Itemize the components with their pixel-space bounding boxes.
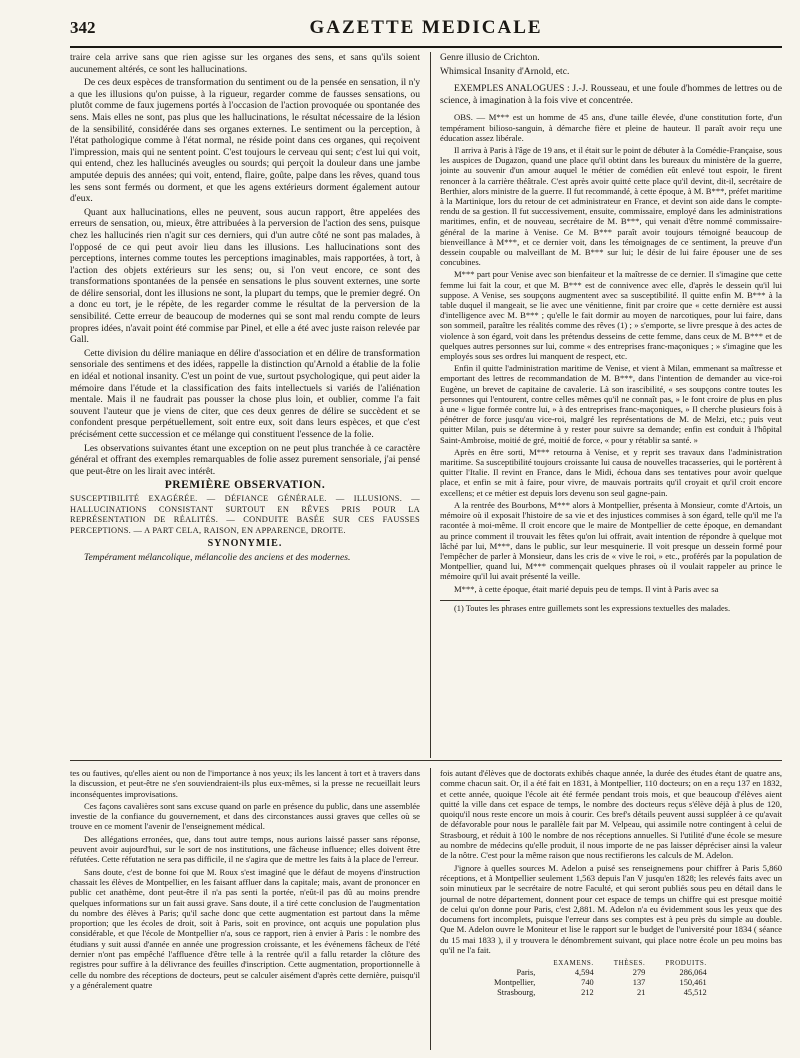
journal-title: GAZETTE MEDICALE — [309, 17, 543, 38]
synonymie-text: Tempérament mélancolique, mélancolie des anciens et des modernes. — [84, 551, 351, 563]
table-header: EXAMENS. — [553, 959, 594, 968]
table-cell: 45,512 — [683, 988, 707, 998]
observation-paragraph: Après en être sorti, M*** retourna à Venise, et y reprit ses travaux dans l'administration maritime. Sa susceptibilité toujours croissante lui causa de nouvelles tracasseries, qui le portèrent à quitter l'Italie. Il revint en France, dans le Midi, échoua dans ses tentatives pour avoir quelque place, et enfin se mit à faire, pour vivre, de mauvais portraits qu'il croyait et qu'il croit encore excellens; et ce métier est depuis lors devenu son seul gagne-pain. — [440, 446, 782, 498]
observation-paragraph: Il arriva à Paris à l'âge de 19 ans, et il était sur le point de débuter à la Comédie-Française, sous les auspices de Dugazon, quand une place qu'il obtint dans les bureaux du ministère de la guerre, jointe au souvenir d'un amour auquel le métier de comédien eût enlevé tout espoir, le firent renoncer à la carrière théâtrale. C'est après avoir quitté cette place qu'il devint, dit-il, secrétaire de Berthier, alors ministre de la guerre. Il fut recommandé, à cette époque, à M. B***, préfet maritime à la Martinique, lors du retour de cet administrateur en France, et devint son aide dans le compte-rendu de sa gestion. Il fut successivement, ensuite, commissaire, employé dans les administrations maritimes, enfin, et de nouveau, secrétaire de M. B***, qui venait d'être nommé commissaire-général de la marine à Venise. Ce M. B*** paraît avoir toujours témoigné beaucoup de bienveillance à M***, et ce dernier voit, dans les témoignages de ce sentiment, la preuve d'un dessein coupable ou malveillant de M. B*** sur lui; le désir de lui faire épouser une de ses concubines. — [440, 144, 782, 268]
column-divider — [430, 52, 431, 758]
upper-left-column — [70, 52, 420, 758]
section-divider — [70, 760, 782, 761]
page-number: 342 — [70, 18, 96, 37]
paragraph: Quant aux hallucinations, elles ne peuvent, sous aucun rapport, être appelées des erreurs de sensation, ou, mieux, être attribuées à la perversion de l'action des sens, puisque chez les hallucinés rien n'agit sur ces derniers, qui d'un autre côté ne sont pas malades, à l'opposé de ce qui peut avoir lieu dans les illusions. Les hallucinations sont des perceptions, internes comme toutes les perceptions imaginables, mais rapportées, à tort, à l'action des objets extérieurs sur les sens; ou, si l'on veut encore, ce sont des transformations spontanées de la pensée en sensations le plus souvent externes, une sorte de délire sensorial, dont les illusions ne sont, la plupart du temps, que le premier degré. On a donc eu tort, je le répète, de les regarder comme le résultat de la perversion de la sensibilité. Cette erreur de beaucoup de modernes qui se sont mal rendu compte de leurs propres idées, n'avait point été commise par Pinel, et elle a été avec juste raison relevée par Gall. — [70, 206, 420, 346]
footnote-rule — [440, 600, 510, 601]
table-header-blank — [484, 958, 543, 968]
observation-paragraph: A la rentrée des Bourbons, M*** alors à Montpellier, présenta à Monsieur, comte d'Artois, un mémoire où il exposait l'histoire de sa vie et des injustices commises à son égard, telle qu'il me l'a racontée à moi-même. Il croit encore que le maire de Montpellier de cette époque, en demandant au prince comment il trouvait les fêtes qu'on lui offrait, avait intention de répondre à quelque mot lâché par lui, M***, dans le public, sur leur mesquinerie. Il voit presque un dessein formé pour l'empêcher de parler à Monsieur, dans les cris de « vive le roi, » etc., proférés par la population de Montpellier, quand lui, M*** commençait quelques phrases où il voulait rappeler au prince le mémoire qu'il lui avait présenté la veille. — [440, 499, 782, 582]
paragraph: tes ou fautives, qu'elles aient ou non de l'importance à nos yeux; ils les lancent à tort et à travers dans la discussion, et peut-être ne s'en souviendraient-ils plus eux-mêmes, si la presse ne recueillait leurs inconséquentes improvisations. — [70, 768, 420, 799]
synonymie-title: SYNONYMIE. — [207, 538, 283, 550]
paragraph: fois autant d'élèves que de doctorats exhibés chaque année, la durée des études étant de quatre ans, comme chacun sait. Or, il a été fait en 1831, à Montpellier, 110 docteurs; on en a reçu 137 en 1832, et cette année, quoique l'école ait été fermée pendant trois mois, et que beaucoup d'élèves aient quitté la ville dans cet espace de temps, le nombre des docteurs reçus s'élève déjà à plus de 120, quoiqu'il nous reste encore un mois à courir. Ces bref's détails peuvent aussi suppléer à ce qu'avait de défavorable pour nous le parallèle fait par M. Velpeau, qui assimile notre contingent à celui de Strasbourg, et réduit à 100 le nombre de nos réceptions annuelles. Si l'utilité d'une école se mesure au nombre de médecins qu'elle produit, il nous importe de ne pas laisser dépréciser ainsi la valeur de la nôtre. C'est pour la même raison que nous rectifierons les calculs de M. Adelon. — [440, 768, 782, 861]
statistics-table — [484, 958, 717, 998]
table-row — [484, 968, 717, 978]
table-header: PRODUITS. — [665, 959, 707, 968]
upper-right-column — [440, 52, 782, 758]
table-cell: 286,064 — [679, 968, 707, 978]
examples-paragraph: EXEMPLES ANALOGUES : J.-J. Rousseau, et une foule d'hommes de lettres ou de science, à imagination à la fois vive et concentrée. — [440, 83, 782, 106]
paragraph: De ces deux espèces de transformation du sentiment ou de la pensée en sensation, il n'y a que les illusions qu'on puisse, à la rigueur, regarder comme de fausses sensations, ou plutôt comme de faux jugemens portés à l'occasion de l'action provoquée ou spontanée des sens. Mais elles ne sont, pas plus que les hallucinations, le résultat nécessaire de la lésion de la sensibilité, considérée dans ses organes externes. Le sentiment ou la perception, à l'état pathologique comme à l'état normal, ne réside point dans ces organes, qui reçoivent l'impression, mais qui ne sentent point. C'est toujours le cerveau qui sent; c'est lui qui voit, qui entend, chez les hallucinés aveugles ou sourds; qui perçoit la douleur dans une jambe amputée depuis des années; qui voit, entend, flaire, goûte, palpe dans les rêves, quand tous les sens sont fermés ou dorment, et que les agens extérieurs dorment également autour d'eux. — [70, 77, 420, 205]
observation-block — [440, 112, 782, 593]
table-cell: 150,461 — [679, 978, 707, 988]
table-cell: 740 — [581, 978, 594, 988]
observation-paragraph: M*** part pour Venise avec son bienfaiteur et la maîtresse de ce dernier. Il s'imagine que cette femme lui fait la cour, et que M. B*** est de connivence avec elle, d'après le dessein qu'il lui suppose. A Venise, ses soupçons augmentent avec sa susceptibilité. Il quitte enfin M. B*** à la table duquel il mangeait, se lie avec une vénitienne, finit par croire que « cette dernière est aussi d'intelligence avec M. B*** ; qu'elle le fait dormir au moyen de narcotiques, pour lui faire, dans son sommeil, paraître les réalités comme des rêves (1) ; » s'emporte, se livre presque à des actes de violence à son égard, voit dans les prétendus desseins de cette femme, dans ceux de M. B*** et de quelques autres personnes sur lui, comme « des entreprises franc-maçoniques ; » s'imagine que les employés sous ses ordres lui manquent de respect, etc. — [440, 269, 782, 362]
table-row — [484, 978, 717, 988]
section-summary: SUSCEPTIBILITÉ EXAGÉRÉE. — DÉFIANCE GÉNÉRALE. — ILLUSIONS. — HALLUCINATIONS CONSISTANT SURTOUT EN RÊVES PRIS POUR LA REPRÉSENTATION DE RÉALITÉS. — CONDUITE BASÉE SUR CES FAUSSES PERCEPTIONS. — A PART CELA, RAISON, EN APPARENCE, DROITE. — [70, 493, 420, 535]
paragraph: Ces façons cavalières sont sans excuse quand on parle en présence du public, dans une assemblée investie de la confiance du gouvernement, et dans des circonstances aussi graves que celles où se trouve en ce moment l'avenir de l'enseignement médical. — [70, 800, 420, 832]
paragraph: J'ignore à quelles sources M. Adelon a puisé ses renseignemens pour chiffrer à Paris 5,860 réceptions, et à Montpellier seulement 1,563 depuis l'an V jusqu'en 1828; les relevés faits avec un soin minutieux par le secrétaire de notre Faculté, et qui seront publiés sous peu en détail dans le journal de notre département, donnent pour cet espace de temps un chiffre qui est presque moitié de celui qu'on donne pour Paris, c'est 2,881. M. Adelon n'a eu évidemment sous les yeux que des documens fort incomplets, puisque l'erreur dans ses comptes est à peu près du simple au double. Que M. Adelon ouvre le Moniteur et lise le rapport sur le budget de l'université pour 1834 ( séance du 15 mai 1833 ), il y trouvera le dénombrement suivant, qui place notre école un peu moins bas qu'il ne l'a fait. — [440, 862, 782, 956]
table-cell-city: Strasbourg, — [497, 988, 536, 998]
paragraph: Des allégations erronées, que, dans tout autre temps, nous aurions laissé passer sans réponse, peuvent avoir aujourd'hui, sur le sort de nos institutions, une fâcheuse influence; elles doivent être réfutées. Cette réfutation ne sera pas difficile, il ne s'agira que de mettre les faits à la place de l'erreur. — [70, 833, 420, 865]
table-header-row — [484, 958, 717, 968]
table-cell-city: Montpellier, — [494, 978, 536, 988]
page-header — [70, 14, 782, 44]
paragraph: Sans doute, c'est de bonne foi que M. Roux s'est imaginé que le défaut de moyens d'instruction chassait les élèves de Montpellier, en les faisant affluer dans la capitale; mais, avant de prononcer en public cet anathème, dont peut-être il n'a pas senti la portée, n'eût-il pas dû au moins prendre quelques informations sur un fait aussi grave. Sans doute, il a tiré cette conclusion de l'augmentation du nombre des élèves à Paris; qu'il sache donc que cette augmentation est partout dans la même proportion; que les écoles de droit, soit à Paris, soit en province, ont acquis une population plus considérable, et que l'école de Montpellier n'a, sous ce rapport, rien à envier à Paris : le nombre des étudians y suit aussi d'année en année une progression croissante, et les événemens fâcheux de l'été dernier n'ont pas empêché l'affluence d'être telle à la rentrée qu'il a fallu retarder la clôture des registres pour suffire à la délivrance des feuilles d'inscription. Cette augmentation, proportionnelle à celle du nombre des réceptions de docteurs, peut se calculer aisément d'après cette dernière, puisqu'il y a généralement quatre — [70, 866, 420, 990]
observation-paragraph: M***, à cette époque, était marié depuis peu de temps. Il vint à Paris avec sa — [454, 583, 719, 594]
table-header: THÈSES. — [613, 959, 646, 968]
intro-line: Genre illusio de Crichton. — [440, 52, 540, 63]
paragraph: Cette division du délire maniaque en délire d'association et en délire de transformation sensoriale des sentimens et des idées, rappelle la distinction qu'Arnold a établie de la folie en idéal et notional insanity. C'est un point de vue, surtout psychologique, qui peut aider la mémoire dans l'étude et la classification des faits intellectuels si variés de l'aliénation mentale. Mais il ne faudrait pas pousser la chose plus loin, et oublier, comme l'a fait souvent l'auteur que je viens de citer, que ces deux genres de délire se succèdent et se confondent presque perpétuellement, soit entre eux, soit dans leurs espèces, et que c'est précisément cette succession et ce mélange qui constituent l'essence de la folie. — [70, 347, 420, 440]
table-row — [484, 988, 717, 998]
footnote: (1) Toutes les phrases entre guillemets sont les expressions textuelles des malades. — [454, 603, 731, 613]
header-rule — [70, 46, 782, 48]
column-divider — [430, 768, 431, 1050]
paragraph: traire cela arrive sans que rien agisse sur les organes des sens, et sans qu'ils soient aucunement altérés, ce sont les hallucinations. — [70, 52, 420, 75]
lower-left-column — [70, 768, 420, 1050]
table-cell: 4,594 — [574, 968, 594, 978]
section-title: PREMIÈRE OBSERVATION. — [164, 479, 326, 492]
intro-line: Whimsical Insanity d'Arnold, etc. — [440, 65, 570, 77]
paragraph: Les observations suivantes étant une exception on ne peut plus tranchée à ce caractère général et offrant des exemples remarquables de folie assez purement sensoriale, j'ai pensé que peut-être on les lirait avec intérêt. — [70, 442, 420, 477]
table-cell: 21 — [636, 988, 646, 998]
lower-right-column — [440, 768, 782, 1050]
table-cell: 279 — [632, 968, 646, 978]
table-cell: 212 — [581, 988, 594, 998]
table-cell: 137 — [632, 978, 646, 988]
observation-paragraph: Enfin il quitte l'administration maritime de Venise, et vient à Milan, emmenant sa maîtresse et emportant des lettres de recommandation de M. B***, dans l'intention de demander au vice-roi Eugène, un brevet de capitaine de cavalerie. Là son irascibilité, « ses soupçons contre toutes les personnes qui l'entourent, contre celles mêmes qu'il ne connaît pas, » le font croire de plus en plus à une « ligue formée contre lui, » à des entreprises franc-maçoniques, » Il cherche plusieurs fois à pénétrer de force jusqu'au vice-roi, malgré les représentations de M. de Melzi, etc.; puis veut quitter Milan, puis se détermine à y rester pour suivre sa demande; enfin est conduit à l'hôpital Saint-Ambroise, moitié de gré, moitié de force, « pour y rétablir sa santé. » — [440, 363, 782, 445]
observation-paragraph: OBS. — M*** est un homme de 45 ans, d'une taille élevée, d'une constitution forte, d'un tempérament bilioso-sanguin, à démarche fière et pleine de hauteur. Il paraît avoir reçu une éducation assez libérale. — [440, 112, 782, 143]
table-cell-city: Paris, — [516, 968, 536, 978]
